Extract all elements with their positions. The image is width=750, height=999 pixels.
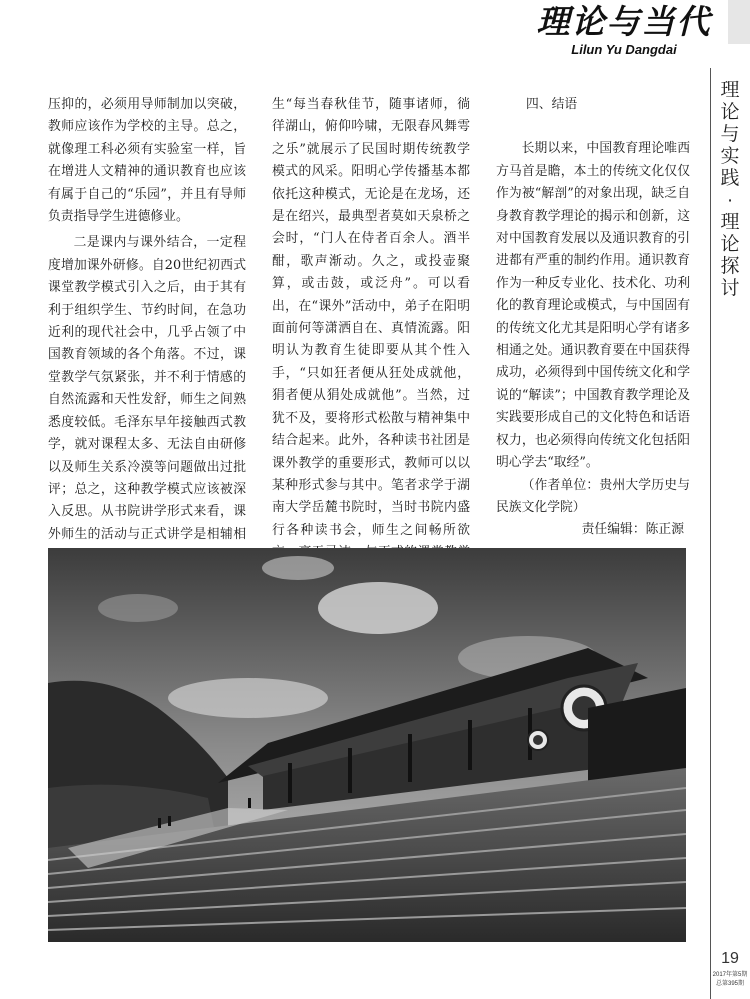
- issue-info: [712, 971, 748, 989]
- section-label-char: 讨: [720, 278, 740, 299]
- section-label-char: 践: [720, 168, 740, 189]
- text-column-2: [272, 94, 470, 587]
- section-label-char: 理: [720, 212, 740, 233]
- section-label-char: 实: [720, 146, 740, 167]
- academy-photo: [48, 548, 686, 942]
- corner-tab-decoration: [728, 0, 750, 44]
- section-label-char: 论: [720, 102, 740, 123]
- paragraph: 二是课内与课外结合，一定程度增加课外研修。自20世纪初西式课堂教学模式引入之后，由于其有利于组织学生、节约时间，在急功近利的现代社会中，几乎占领了中国教育领域的各个角落。不过，课堂教学气氛紧张，并不利于情感的自然流露和天性发舒，师生之间熟悉度较低。毛泽东早年接触西式教学，就对课程太多、无法自由研修以及师生关系冷漠等问题做出过批评；总之，这种教学模式应该被深入反思。从书院讲学形式来看，课外师生的活动与正式讲学是相辅相: [48, 235, 246, 542]
- paragraph: 压抑的，必须用导师制加以突破，教师应该作为学校的主导。总之，就像理工科必须有实验室一样，旨在增进人文精神的通识教育也应该有属于自己的“乐园”，并且有导师负责指导学生进德修业。: [48, 97, 246, 225]
- issue-line: 总第395期: [715, 981, 744, 987]
- masthead-logo: [534, 2, 714, 62]
- masthead-title: 理论与当代: [536, 2, 712, 41]
- section-heading: 四、结语: [526, 97, 578, 112]
- issue-line: 2017年第5期: [712, 972, 748, 978]
- section-label-char: 理: [720, 80, 740, 101]
- paragraph: 生“每当春秋佳节，随事诸师，徜徉湖山，俯仰吟啸，无限春风舞雩之乐”就展示了民国时期传统教学模式的风采。阳明心学传播基本都依托这种模式，无论是在龙场，还是在绍兴，最典型者莫如天泉桥之会时，“门人在侍者百余人。酒半酣，歌声渐动。久之，或投壶聚算，或击鼓，或泛舟”。可以看出，在“课外”活动中，弟子在阳明面前何等潇洒自在、真情流露。阳明认为教育生徒即要从其个性入手，“只如狂者便从狂处成就他，狷者便从狷处成就他”。当然，过犹不及，要将形式松散与精神集中结合起来。此外，各种读书社团是课外教学的重要形式，教师可以以某种形式参与其中。笔者求学于湖南大学岳麓书院时，当时书院内盛行各种读书会，师生之间畅所欲: [272, 97, 470, 538]
- page-number: 19: [721, 950, 739, 967]
- section-label-char: 论: [720, 234, 740, 255]
- section-label-char: 探: [720, 256, 740, 277]
- author-affiliation: （作者单位：贵州大学历史与民族文化学院）: [496, 477, 690, 515]
- section-label-char: 与: [720, 124, 740, 145]
- text-column-1: [48, 94, 246, 569]
- sidebar-divider: [710, 68, 711, 999]
- masthead-pinyin: Lilun Yu Dangdai: [571, 42, 677, 57]
- editor-credit: 责任编辑：陈正源: [581, 522, 684, 538]
- text-column-3: [496, 94, 690, 542]
- section-label-char: ·: [726, 190, 734, 211]
- paragraph: 长期以来，中国教育理论唯西方马首是瞻，本土的传统文化仅仅作为被“解剖”的对象出现，缺乏自身教育教学理论的揭示和创新，这对中国教育发展以及通识教育的引进都有严重的制约作用。通识教育作为一种反专业化、技术化、功利化的教育理论或模式，与中国固有的传统文化尤其是阳明心学有诸多相通之处。通识教育要在中国获得成功，必须得到中国传统文化和学说的“解读”；中国教育教学理论及实践要形成自己的文化特色和话语权力，也必须得向传统文化包括阳明心学去“取经”。: [496, 141, 690, 471]
- section-label: [712, 80, 748, 300]
